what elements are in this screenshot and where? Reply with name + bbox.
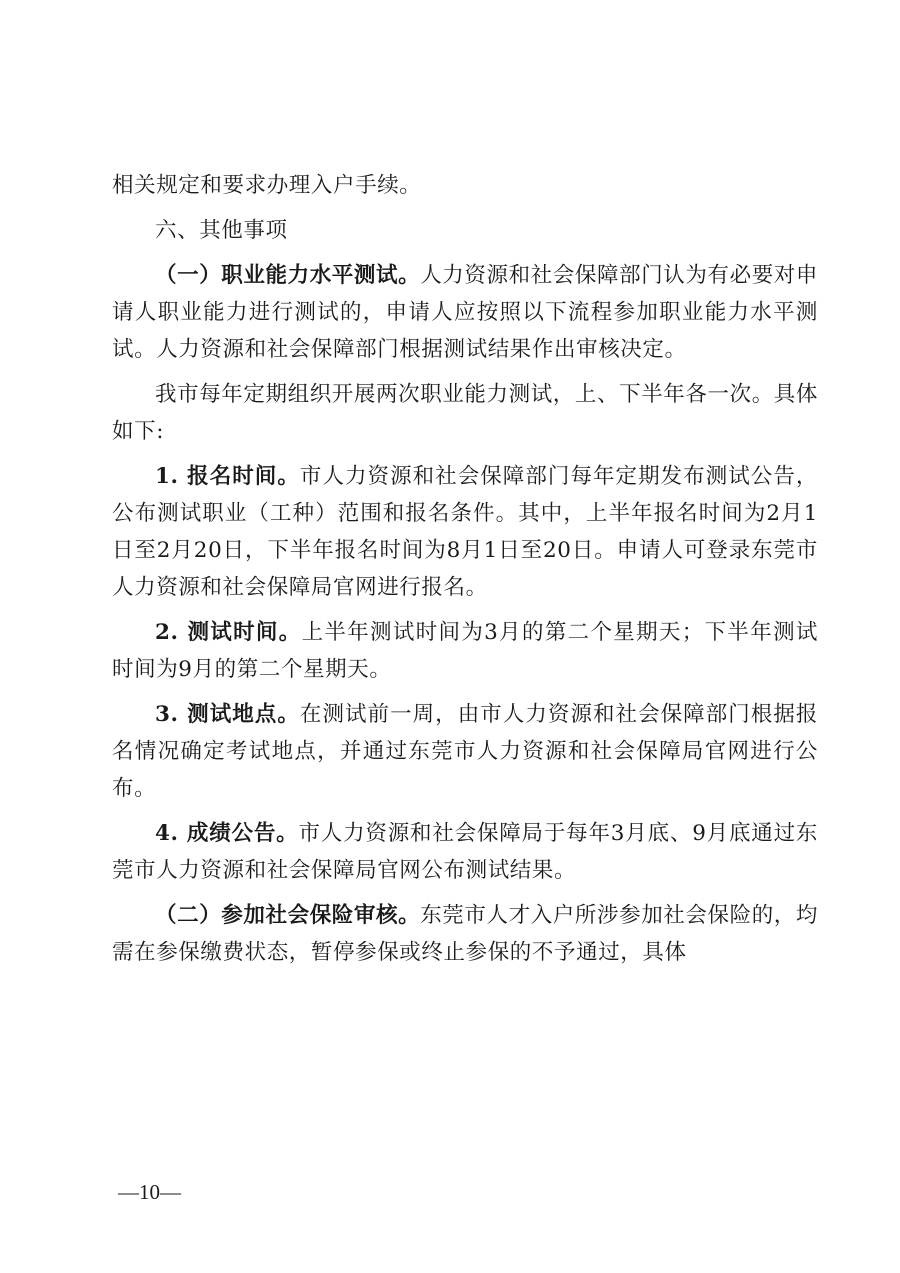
item-heading-test-location: 3. 测试地点。 xyxy=(155,702,300,727)
paragraph-text: 市人力资源和社会保障局于每年3月底、9月底通过东莞市人力资源和社会保障局官网公布测试结果。 xyxy=(112,821,819,883)
document-body xyxy=(112,167,818,979)
paragraph-text: 人力资源和社会保障部门认为有必要对申请人职业能力进行测试的，申请人应按照以下流程参加职业能力水平测试。人力资源和社会保障部门根据测试结果作出审核决定。 xyxy=(112,263,819,362)
paragraph-ability-test xyxy=(112,257,818,368)
paragraph-test-location xyxy=(112,696,818,807)
subheading-ability-test: （一）职业能力水平测试。 xyxy=(155,263,421,288)
item-heading-results-announcement: 4. 成绩公告。 xyxy=(155,821,299,846)
section-heading-text: 六、其他事项 xyxy=(155,218,288,243)
paragraph-continuation xyxy=(112,167,818,204)
subheading-social-insurance-review: （二）参加社会保险审核。 xyxy=(155,903,421,928)
paragraph-registration-time xyxy=(112,458,818,606)
section-heading-other-matters xyxy=(112,212,818,249)
paragraph-results-announcement xyxy=(112,815,818,889)
paragraph-text: 上半年测试时间为3月的第二个星期天；下半年测试时间为9月的第二个星期天。 xyxy=(112,620,818,682)
paragraph-text: 相关规定和要求办理入户手续。 xyxy=(112,173,422,198)
item-heading-test-time: 2. 测试时间。 xyxy=(155,620,302,645)
paragraph-text: 东莞市人才入户所涉参加社会保险的，均需在参保缴费状态，暂停参保或终止参保的不予通过，具体 xyxy=(112,903,819,965)
paragraph-test-time xyxy=(112,614,818,688)
paragraph-social-insurance-review xyxy=(112,897,818,971)
paragraph-text: 市人力资源和社会保障部门每年定期发布测试公告，公布测试职业（工种）范围和报名条件。其中，上半年报名时间为2月1日至2月20日，下半年报名时间为8月1日至20日。申请人可登录东莞市人力资源和社会保障局官网进行报名。 xyxy=(112,464,818,600)
page-number: —10— xyxy=(118,1180,181,1204)
paragraph-text: 我市每年定期组织开展两次职业能力测试，上、下半年各一次。具体如下: xyxy=(112,382,819,444)
paragraph-text: 在测试前一周，由市人力资源和社会保障部门根据报名情况确定考试地点，并通过东莞市人力资源和社会保障局官网进行公布。 xyxy=(112,702,818,801)
paragraph-test-schedule xyxy=(112,376,818,450)
item-heading-registration-time: 1. 报名时间。 xyxy=(155,464,300,489)
